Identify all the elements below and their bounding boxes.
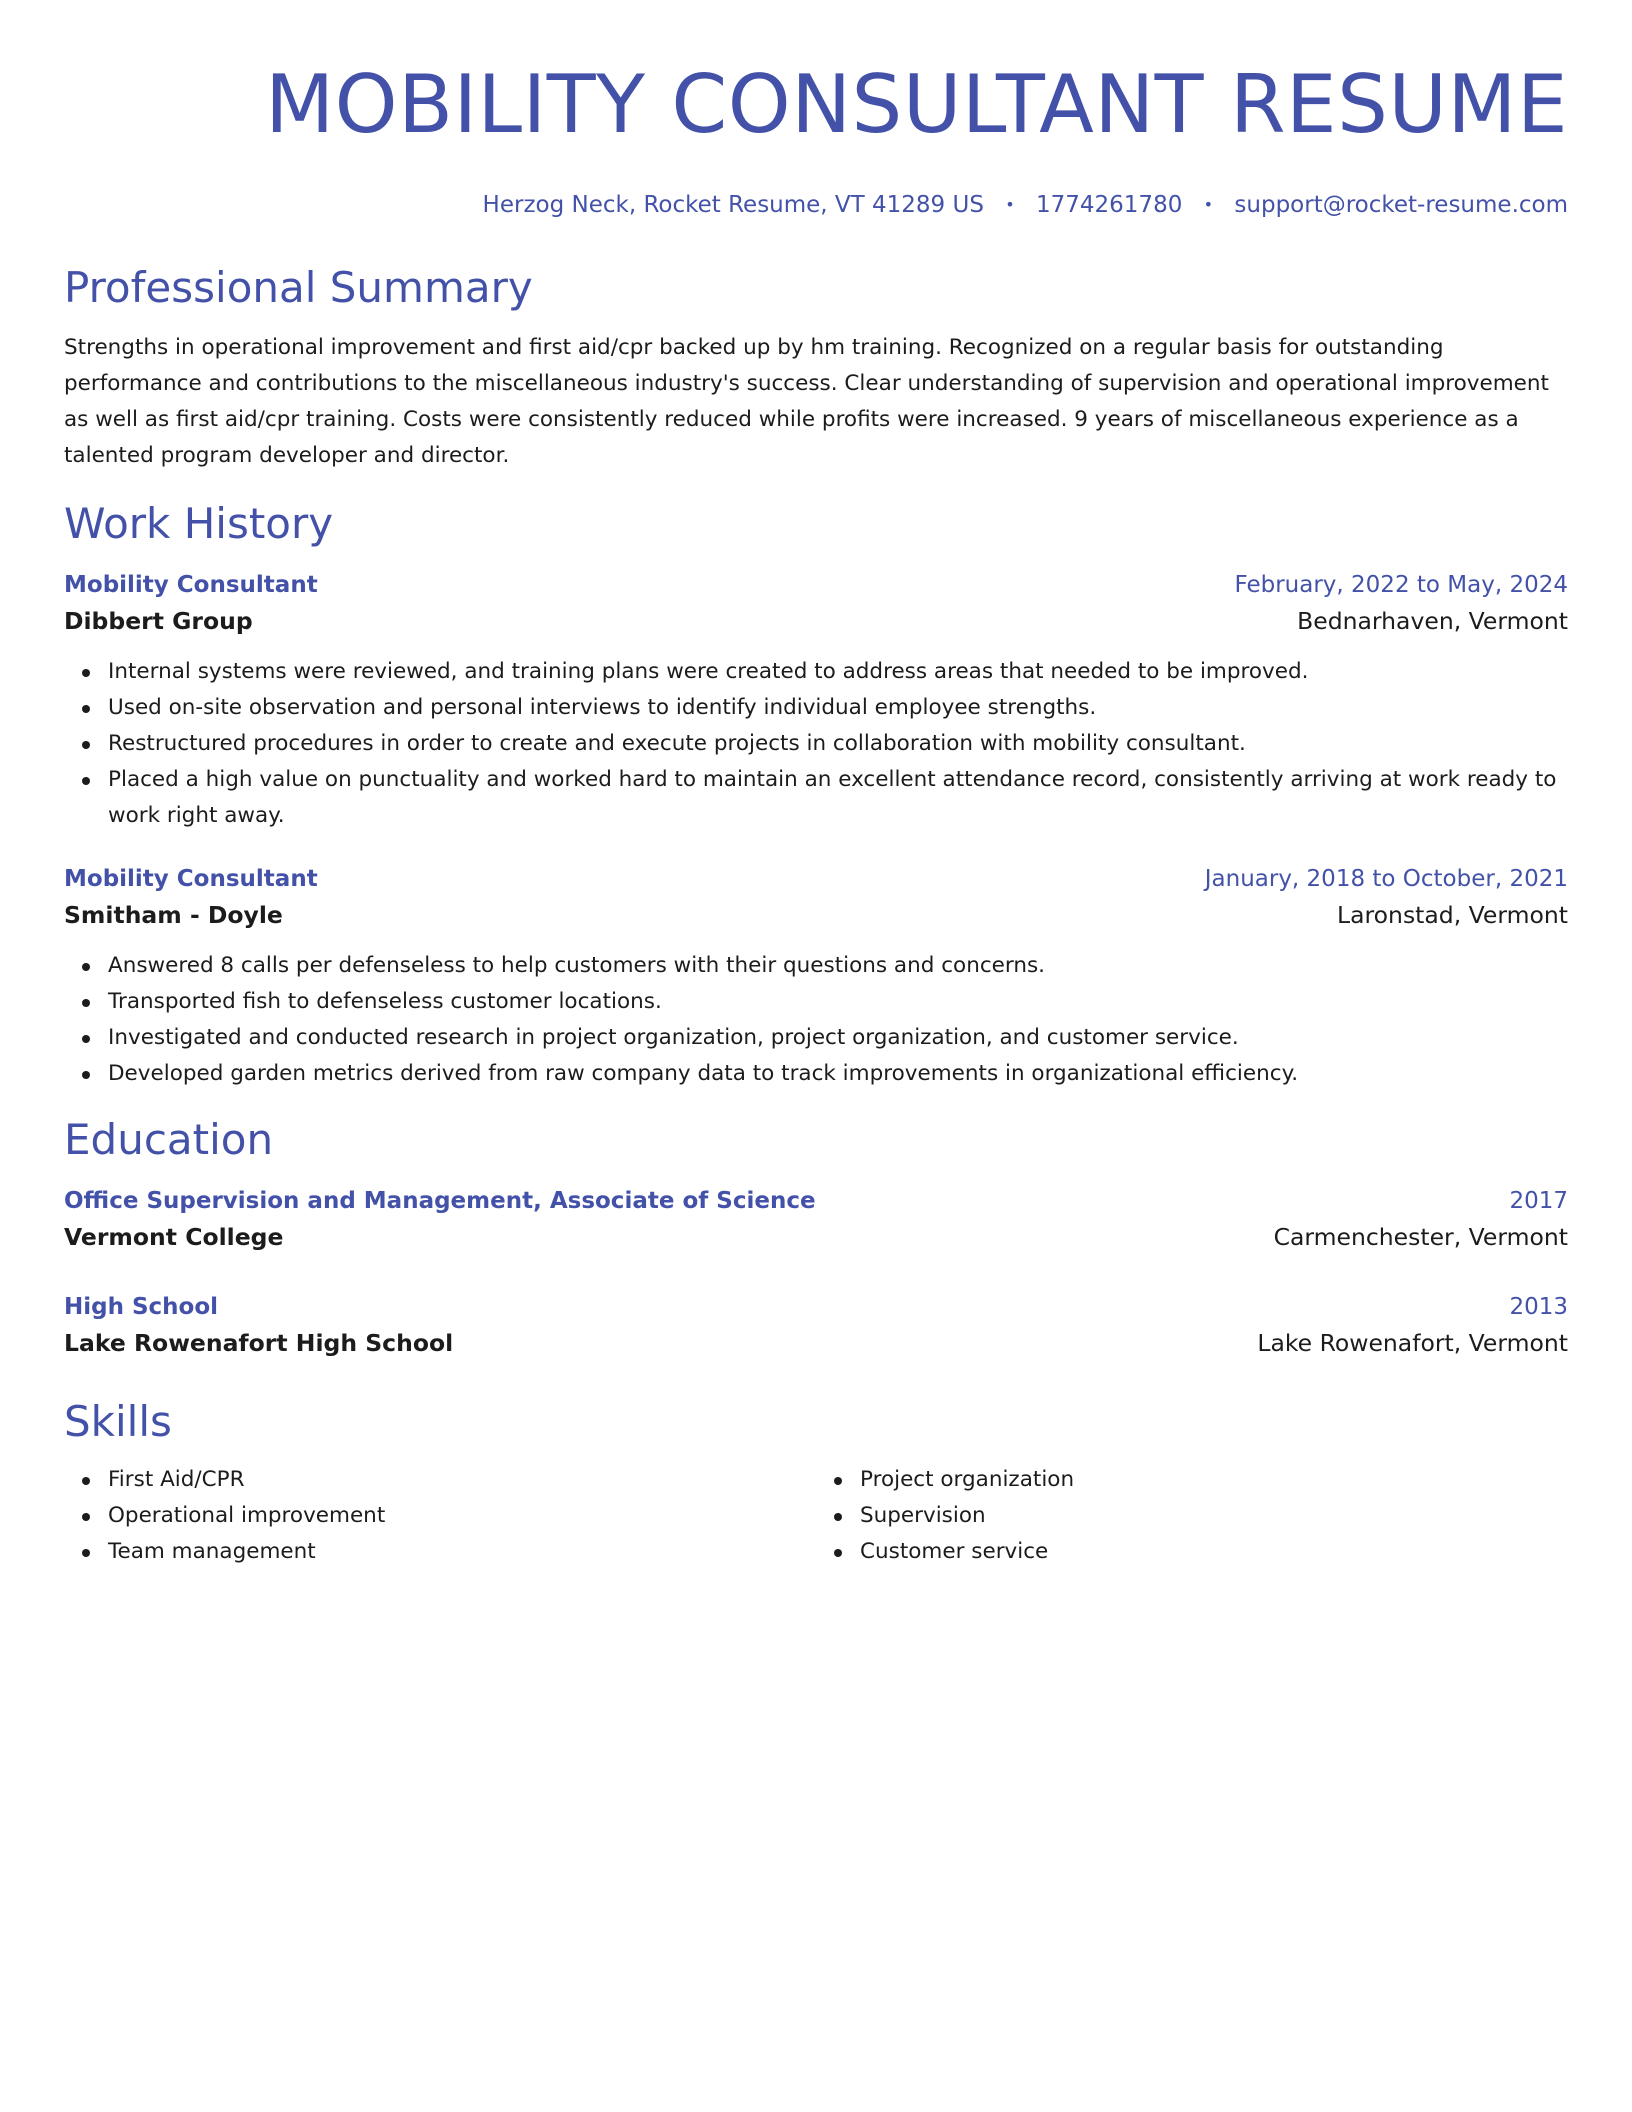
- contact-separator: •: [1203, 195, 1214, 214]
- contact-address: Herzog Neck, Rocket Resume, VT 41289 US: [482, 192, 984, 218]
- education-degree: High School: [64, 1294, 219, 1320]
- job-entry: [64, 568, 1568, 834]
- education-school: Vermont College: [64, 1223, 284, 1251]
- job-title: Mobility Consultant: [64, 572, 318, 598]
- education-school: Lake Rowenafort High School: [64, 1329, 454, 1357]
- skills-list-left: [64, 1462, 816, 1570]
- list-item: Restructured procedures in order to create and execute projects in collaboration with mobility consultant.: [108, 726, 1568, 762]
- contact-phone: 1774261780: [1036, 192, 1183, 218]
- job-dates: February, 2022 to May, 2024: [1234, 572, 1568, 598]
- education-year: 2017: [1509, 1188, 1568, 1214]
- skill-item: First Aid/CPR: [108, 1462, 816, 1498]
- skills-section: [64, 1396, 1568, 1570]
- work-history-section: [64, 498, 1568, 1092]
- work-history-heading: Work History: [64, 499, 334, 548]
- summary-section: [64, 262, 1568, 474]
- skill-item: Customer service: [860, 1534, 1568, 1570]
- education-section: [64, 1114, 1568, 1362]
- summary-text: Strengths in operational improvement and first aid/cpr backed up by hm training. Recognized on a regular basis for outstanding performance and contributions to the miscellaneous industry's success. Clear understanding of supervision and operational improvement as well as first aid/cpr training. Costs were consistently reduced while profits were increased. 9 years of miscellaneous experience as a talented program developer and director.: [64, 335, 1549, 468]
- list-item: Internal systems were reviewed, and training plans were created to address areas that needed to be improved.: [108, 654, 1568, 690]
- skills-heading: Skills: [64, 1397, 172, 1446]
- education-entry: [64, 1290, 1568, 1362]
- list-item: Used on-site observation and personal interviews to identify individual employee strengths.: [108, 690, 1568, 726]
- skills-grid: [64, 1462, 1568, 1570]
- job-company: Smitham - Doyle: [64, 901, 283, 929]
- job-bullets: [64, 948, 1568, 1092]
- education-degree: Office Supervision and Management, Associate of Science: [64, 1188, 816, 1214]
- contact-separator: •: [1005, 195, 1015, 214]
- education-entry: [64, 1184, 1568, 1256]
- education-location: Lake Rowenafort, Vermont: [1257, 1329, 1568, 1357]
- job-location: Laronstad, Vermont: [1337, 901, 1568, 929]
- skill-item: Project organization: [860, 1462, 1568, 1498]
- contact-line: [64, 190, 1568, 220]
- job-entry: [64, 862, 1568, 1092]
- job-company: Dibbert Group: [64, 607, 253, 635]
- job-dates: January, 2018 to October, 2021: [1204, 866, 1568, 892]
- list-item: Answered 8 calls per defenseless to help customers with their questions and concerns.: [108, 948, 1568, 984]
- contact-email: support@rocket-resume.com: [1234, 192, 1568, 218]
- job-bullets: [64, 654, 1568, 834]
- skill-item: Team management: [108, 1534, 816, 1570]
- resume-title: MOBILITY CONSULTANT RESUME: [265, 58, 1568, 151]
- education-year: 2013: [1509, 1294, 1568, 1320]
- list-item: Placed a high value on punctuality and worked hard to maintain an excellent attendance record, consistently arriving at work ready to work right away.: [108, 762, 1568, 834]
- skill-item: Supervision: [860, 1498, 1568, 1534]
- summary-heading: Professional Summary: [64, 263, 533, 312]
- list-item: Transported fish to defenseless customer locations.: [108, 984, 1568, 1020]
- list-item: Investigated and conducted research in project organization, project organization, and customer service.: [108, 1020, 1568, 1056]
- job-location: Bednarhaven, Vermont: [1297, 607, 1568, 635]
- skill-item: Operational improvement: [108, 1498, 816, 1534]
- job-title: Mobility Consultant: [64, 866, 318, 892]
- list-item: Developed garden metrics derived from raw company data to track improvements in organizational efficiency.: [108, 1056, 1568, 1092]
- education-heading: Education: [64, 1115, 274, 1164]
- skills-list-right: [816, 1462, 1568, 1570]
- education-location: Carmenchester, Vermont: [1273, 1223, 1568, 1251]
